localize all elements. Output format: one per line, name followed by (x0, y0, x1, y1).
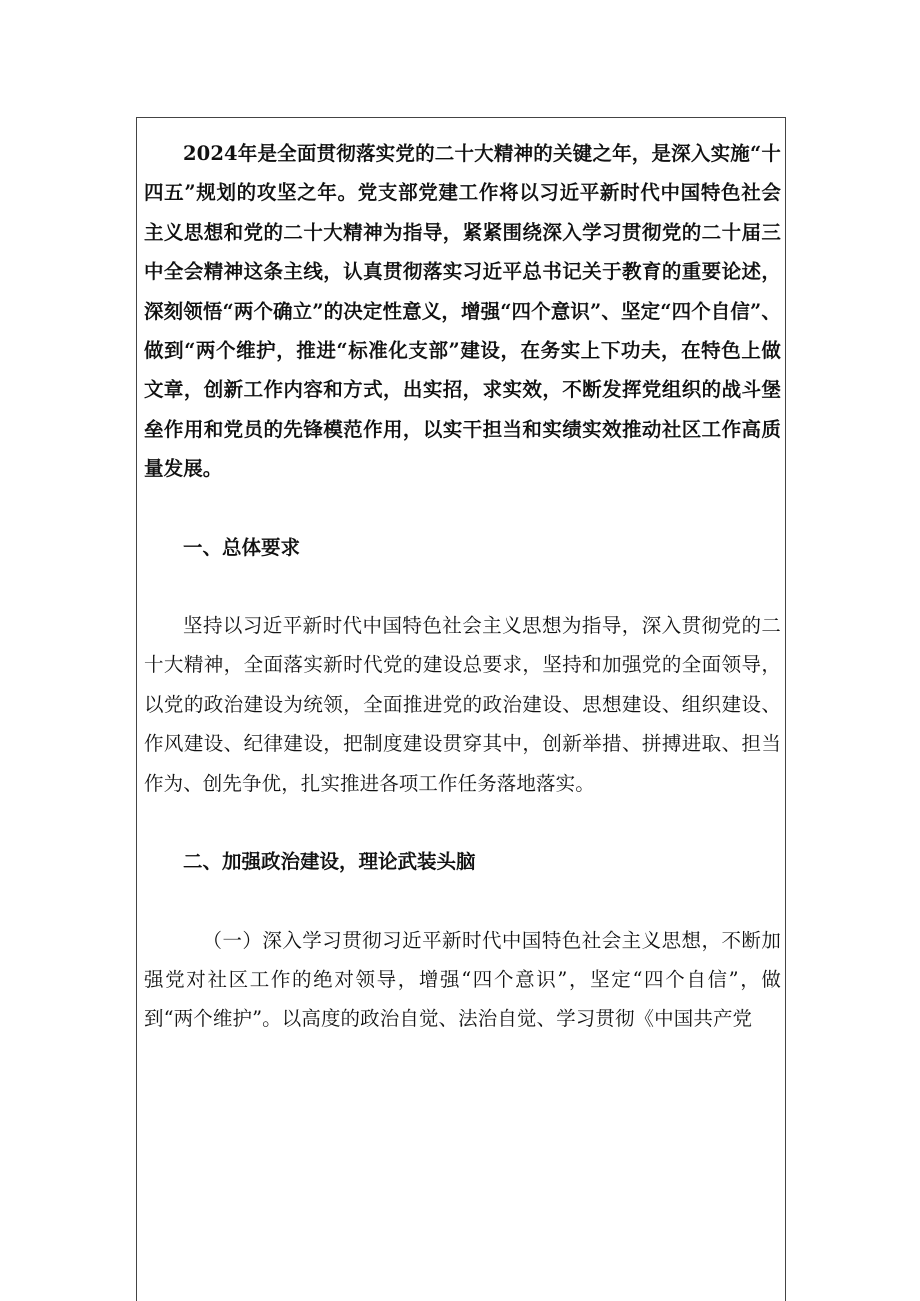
section-1-paragraph: 坚持以习近平新时代中国特色社会主义思想为指导，深入贯彻党的二十大精神，全面落实新时代党的建设总要求，坚持和加强党的全面领导，以党的政治建设为统领，全面推进党的政治建设、思想建设、组织建设、作风建设、纪律建设，把制度建设贯穿其中，创新举措、拼搏进取、担当作为、创先争优，扎实推进各项工作任务落地落实。 (144, 614, 781, 795)
section-2-heading: 二、加强政治建设，理论武装头脑 (183, 850, 476, 874)
section-1-heading: 一、总体要求 (183, 535, 301, 559)
document-frame (136, 117, 786, 1301)
document-body (144, 134, 781, 1039)
section-2-item-1: （一）深入学习贯彻习近平新时代中国特色社会主义思想，不断加强党对社区工作的绝对领导，增强“四个意识”，坚定“四个自信”，做到“两个维护”。以高度的政治自觉、法治自觉、学习贯彻《中国共产党 (144, 928, 781, 1031)
intro-paragraph: 2024年是全面贯彻落实党的二十大精神的关键之年，是深入实施“十四五”规划的攻坚之年。党支部党建工作将以习近平新时代中国特色社会主义思想和党的二十大精神为指导，紧紧围绕深入学习贯彻党的二十届三中全会精神这条主线，认真贯彻落实习近平总书记关于教育的重要论述，深刻领悟“两个确立”的决定性意义，增强“四个意识”、坚定“四个自信”、做到“两个维护，推进“标准化支部”建设，在务实上下功夫，在特色上做文章，创新工作内容和方式，出实招，求实效，不断发挥党组织的战斗堡垒作用和党员的先锋模范作用，以实干担当和实绩实效推动社区工作高质量发展。 (144, 142, 781, 481)
